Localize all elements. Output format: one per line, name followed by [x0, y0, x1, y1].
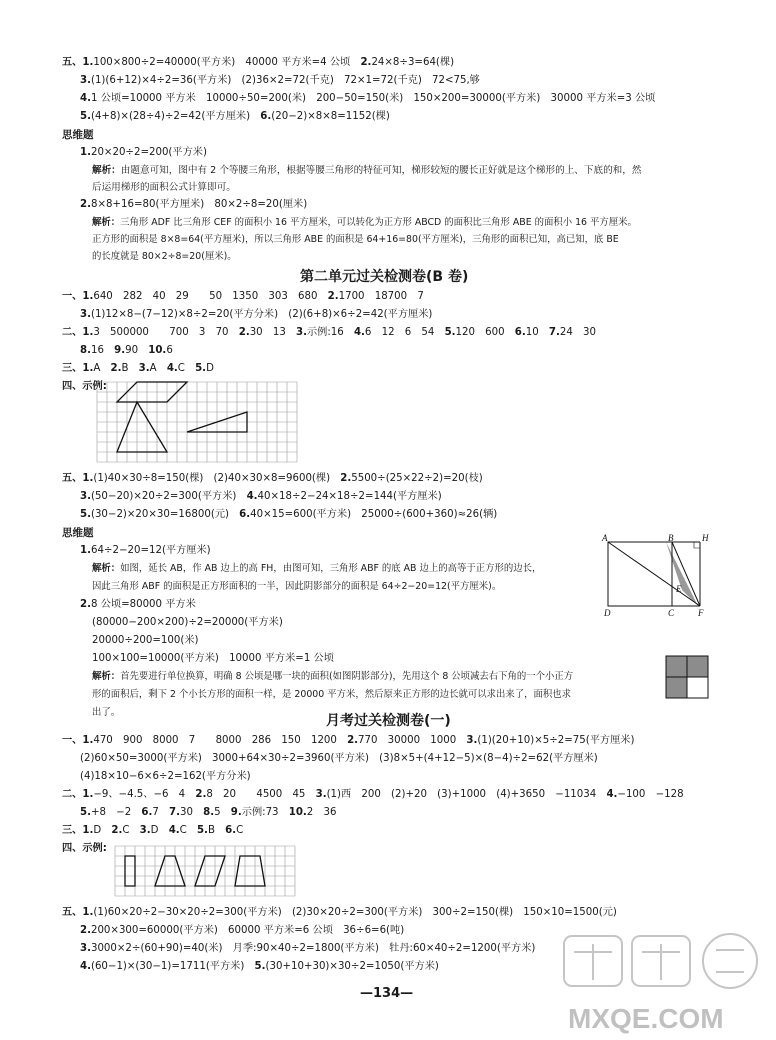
shaded-square-figure: [666, 656, 708, 698]
answer-line: 100×100=10000(平方米) 10000 平方米=1 公顷: [92, 653, 334, 664]
answer-line: 五、1.(1)60×20÷2−30×20÷2=300(平方米) (2)30×20÷2=300(平方米) 300÷2=150(棵) 150×10=1500(元): [62, 907, 617, 918]
rectangle-shape: [125, 856, 135, 886]
label-h: H: [702, 533, 709, 543]
answer-line: 2.8×8+16=80(平方厘米) 80×2÷8=20(厘米): [80, 199, 308, 210]
answer-line: 一、1.640 282 40 29 50 1350 303 680 2.1700 18700 7: [62, 291, 424, 302]
test-title: 月考过关检测卷(一): [326, 713, 451, 729]
watermark-logo: [560, 930, 770, 1035]
explanation-line: 解析：如图，延长 AB，作 AB 边上的高 FH，由图可知，三角形 ABF 的底 AB 边上的高等于正方形的边长，: [92, 563, 542, 574]
answer-line: 3.3000×2÷(60+90)=40(米) 月季:90×40÷2=1800(平方米) 牡丹:60×40÷2=1200(平方米): [80, 943, 536, 954]
label-c: C: [668, 608, 675, 618]
label-d: D: [604, 608, 611, 618]
shaded-triangle: [666, 542, 698, 606]
answer-line: 三、1.A 2.B 3.A 4.C 5.D: [62, 363, 214, 374]
answer-line: 2.200×300=60000(平方米) 60000 平方米=6 公顷 36÷6=6(吨): [80, 925, 405, 936]
grid-figure: [115, 846, 295, 896]
answer-line: 1.64÷2−20=12(平方厘米): [80, 545, 211, 556]
parallelogram-shape: [195, 856, 225, 886]
grid-figure: [97, 382, 297, 462]
answer-line: 5.(4+8)×(28÷4)÷2=42(平方厘米) 6.(20−2)×8×8=1152(棵): [80, 111, 390, 122]
section-label: 四、示例:: [62, 381, 107, 392]
test-title: 第二单元过关检测卷(B 卷): [300, 269, 469, 285]
answer-line: 3.(1)(6+12)×4÷2=36(平方米) (2)36×2=72(千克) 72×1=72(千克) 72<75,够: [80, 75, 480, 86]
answer-line: 1.20×20÷2=200(平方米): [80, 147, 207, 158]
answer-line: (80000−200×200)÷2=20000(平方米): [92, 617, 283, 628]
explanation-line: 后运用梯形的面积公式计算即可。: [92, 182, 236, 193]
answer-line: 5.+8 −2 6.7 7.30 8.5 9.示例:73 10.2 36: [80, 807, 337, 818]
answer-line: 3.(50−20)×20÷2=300(平方米) 4.40×18÷2−24×18÷2=144(平方厘米): [80, 491, 442, 502]
answer-line: 三、1.D 2.C 3.D 4.C 5.B 6.C: [62, 825, 244, 836]
trapezoid-shape: [235, 856, 265, 886]
answer-line: 五、1.100×800÷2=40000(平方米) 40000 平方米=4 公顷 2.24×8÷3=64(棵): [62, 57, 455, 68]
answer-line: 一、1.470 900 8000 7 8000 286 150 1200 2.770 30000 1000 3.(1)(20+10)×5÷2=75(平方厘米): [62, 735, 635, 746]
trapezoid-shape: [155, 856, 185, 886]
label-f: F: [698, 608, 704, 618]
label-b: B: [668, 533, 674, 543]
explanation-line: 因此三角形 ABF 的面积是正方形面积的一半，因此阴影部分的面积是 64÷2−20=12(平方厘米)。: [92, 581, 502, 592]
answer-line: 4.(60−1)×(30−1)=1711(平方米) 5.(30+10+30)×30÷2=1050(平方米): [80, 961, 439, 972]
answer-line: 2.8 公顷=80000 平方米: [80, 599, 196, 610]
explanation-line: 出了。: [92, 707, 121, 718]
section-heading: 思维题: [62, 129, 94, 141]
answer-line: 3.(1)12×8−(7−12)×8÷2=20(平方分米) (2)(6+8)×6÷2=42(平方厘米): [80, 309, 433, 320]
section-label: 四、示例:: [62, 843, 107, 854]
answer-line: 20000÷200=100(米): [92, 635, 199, 646]
answer-line: 二、1.−9、−4.5、−6 4 2.8 20 4500 45 3.(1)西 200 (2)+20 (3)+1000 (4)+3650 −11034 4.−100 −128: [62, 789, 684, 800]
label-e: E: [676, 584, 682, 594]
answer-line: 二、1.3 500000 700 3 70 2.30 13 3.示例:16 4.6 12 6 54 5.120 600 6.10 7.24 30: [62, 327, 597, 338]
page-number: —134—: [360, 986, 414, 1001]
watermark-text: MXQE.COM: [568, 1003, 724, 1034]
answer-line: 五、1.(1)40×30÷8=150(棵) (2)40×30×8=9600(棵) 2.5500÷(25×22÷2)=20(枝): [62, 473, 483, 484]
explanation-line: 正方形的面积是 8×8=64(平方厘米)，所以三角形 ABE 的面积是 64+16=80(平方厘米)，三角形的面积已知，高已知，底 BE: [92, 234, 619, 245]
answer-line: 5.(30−2)×20×30=16800(元) 6.40×15=600(平方米) 25000÷(600+360)≈26(辆): [80, 509, 498, 520]
section-heading: 思维题: [62, 527, 94, 539]
square-triangle-figure: [598, 534, 718, 624]
explanation-line: 形的面积后，剩下 2 个小长方形的面积一样，是 20000 平方米，然后原来正方形的边长就可以求出来了，面积也求: [92, 689, 571, 700]
section-label: 五、: [62, 57, 83, 68]
answer-line: (4)18×10−6×6÷2=162(平方分米): [80, 771, 251, 782]
explanation-line: 解析：首先要进行单位换算，明确 8 公顷是哪一块的面积(如图阴影部分)，先用这个 8 公顷减去右下角的一个小正方: [92, 671, 574, 682]
explanation-line: 解析：三角形 ADF 比三角形 CEF 的面积小 16 平方厘米，可以转化为正方形 ABCD 的面积比三角形 ABE 的面积小 16 平方厘米。: [92, 217, 637, 228]
answer-line: 4.1 公顷=10000 平方米 10000÷50=200(米) 200−50=150(米) 150×200=30000(平方米) 30000 平方米=3 公顷: [80, 93, 656, 104]
triangle-shape: [117, 402, 167, 452]
explanation-line: 解析：由题意可知，图中有 2 个等腰三角形，根据等腰三角形的特征可知，梯形较短的腰长正好就是这个梯形的上、下底的和，然: [92, 165, 642, 176]
answer-line: (2)60×50=3000(平方米) 3000+64×30÷2=3960(平方米) (3)8×5+(4+12−5)×(8−4)÷2=62(平方厘米): [80, 753, 598, 764]
answer-line: 8.16 9.90 10.6: [80, 345, 173, 356]
label-a: A: [602, 533, 608, 543]
explanation-line: 的长度就是 80×2÷8=20(厘米)。: [92, 251, 237, 262]
